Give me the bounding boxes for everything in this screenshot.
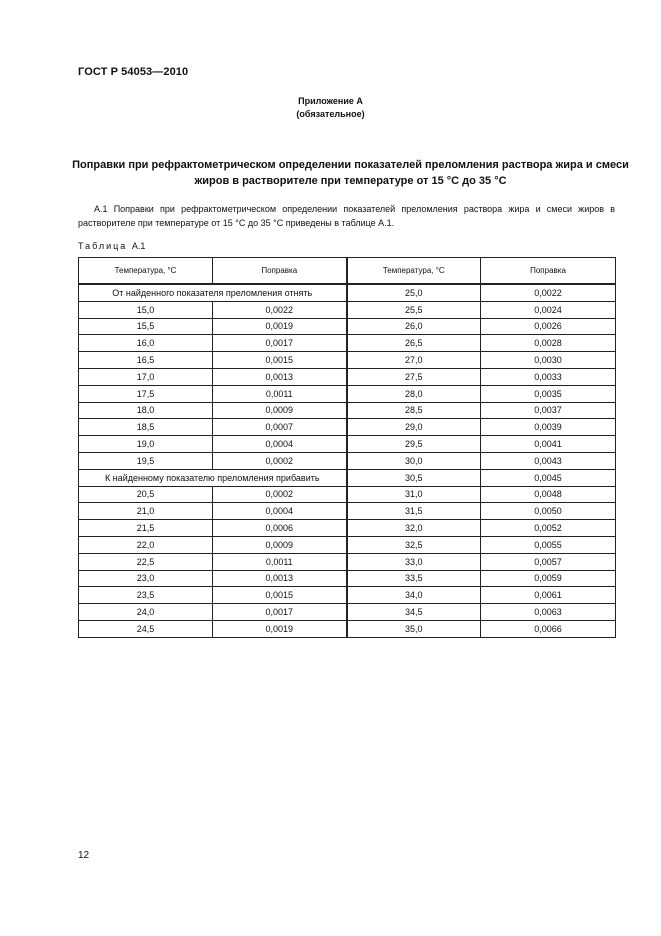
table-row <box>79 570 616 587</box>
table-row <box>79 469 616 486</box>
table-row <box>79 402 616 419</box>
temperature-cell: 24,5 <box>79 620 213 637</box>
table-row <box>79 318 616 335</box>
temperature-cell: 28,0 <box>347 385 481 402</box>
temperature-cell: 26,0 <box>347 318 481 335</box>
temperature-cell: 27,0 <box>347 352 481 369</box>
temperature-cell: 17,0 <box>79 368 213 385</box>
correction-cell: 0,0057 <box>481 553 616 570</box>
correction-cell: 0,0039 <box>481 419 616 436</box>
correction-cell: 0,0059 <box>481 570 616 587</box>
temperature-cell: 16,5 <box>79 352 213 369</box>
table-row <box>79 553 616 570</box>
table-row <box>79 486 616 503</box>
header-correction-left: Поправка <box>213 258 347 285</box>
correction-cell: 0,0033 <box>481 368 616 385</box>
temperature-cell: 26,5 <box>347 335 481 352</box>
appendix-title: Поправки при рефрактометрическом определении показателей преломления раствора жира и смеси жиров в растворителе при температуре от 15 °С до 35 °С <box>72 159 629 187</box>
correction-cell: 0,0052 <box>481 520 616 537</box>
temperature-cell: 33,0 <box>347 553 481 570</box>
note-subtract-cell: От найденного показателя преломления отнять <box>79 284 347 301</box>
corrections-table <box>78 257 616 638</box>
table-row <box>79 452 616 469</box>
table-label-number: А.1 <box>131 241 146 251</box>
table-row <box>79 536 616 553</box>
correction-cell: 0,0028 <box>481 335 616 352</box>
correction-cell: 0,0009 <box>213 536 347 553</box>
table-row <box>79 604 616 621</box>
correction-cell: 0,0013 <box>213 570 347 587</box>
correction-cell: 0,0009 <box>213 402 347 419</box>
temperature-cell: 33,5 <box>347 570 481 587</box>
temperature-cell: 25,5 <box>347 301 481 318</box>
correction-cell: 0,0026 <box>481 318 616 335</box>
note-add-cell: К найденному показателю преломления прибавить <box>79 469 347 486</box>
correction-cell: 0,0002 <box>213 452 347 469</box>
temperature-cell: 19,0 <box>79 436 213 453</box>
temperature-cell: 24,0 <box>79 604 213 621</box>
correction-cell: 0,0019 <box>213 318 347 335</box>
appendix-label: Приложение А <box>298 96 363 106</box>
correction-cell: 0,0035 <box>481 385 616 402</box>
correction-cell: 0,0037 <box>481 402 616 419</box>
temperature-cell: 19,5 <box>79 452 213 469</box>
correction-cell: 0,0061 <box>481 587 616 604</box>
table-row <box>79 385 616 402</box>
temperature-cell: 16,0 <box>79 335 213 352</box>
correction-cell: 0,0030 <box>481 352 616 369</box>
temperature-cell: 25,0 <box>347 284 481 301</box>
temperature-cell: 21,0 <box>79 503 213 520</box>
temperature-cell: 15,0 <box>79 301 213 318</box>
correction-cell: 0,0006 <box>213 520 347 537</box>
temperature-cell: 18,0 <box>79 402 213 419</box>
table-label-word: Таблица <box>78 241 128 251</box>
temperature-cell: 31,0 <box>347 486 481 503</box>
correction-cell: 0,0043 <box>481 452 616 469</box>
temperature-cell: 21,5 <box>79 520 213 537</box>
temperature-cell: 23,5 <box>79 587 213 604</box>
temperature-cell: 28,5 <box>347 402 481 419</box>
correction-cell: 0,0022 <box>481 284 616 301</box>
table-row <box>79 284 616 301</box>
page-number: 12 <box>78 850 90 861</box>
temperature-cell: 22,5 <box>79 553 213 570</box>
correction-cell: 0,0019 <box>213 620 347 637</box>
temperature-cell: 15,5 <box>79 318 213 335</box>
correction-cell: 0,0041 <box>481 436 616 453</box>
correction-cell: 0,0011 <box>213 385 347 402</box>
table-row <box>79 419 616 436</box>
table-row <box>79 587 616 604</box>
table-label <box>78 241 145 251</box>
correction-cell: 0,0007 <box>213 419 347 436</box>
table-row <box>79 352 616 369</box>
correction-cell: 0,0004 <box>213 503 347 520</box>
table-row <box>79 436 616 453</box>
correction-cell: 0,0013 <box>213 368 347 385</box>
temperature-cell: 31,5 <box>347 503 481 520</box>
temperature-cell: 27,5 <box>347 368 481 385</box>
correction-cell: 0,0048 <box>481 486 616 503</box>
temperature-cell: 35,0 <box>347 620 481 637</box>
table-row <box>79 620 616 637</box>
correction-cell: 0,0004 <box>213 436 347 453</box>
header-correction-right: Поправка <box>481 258 616 285</box>
temperature-cell: 30,0 <box>347 452 481 469</box>
standard-number: ГОСТ Р 54053—2010 <box>78 66 189 78</box>
correction-cell: 0,0015 <box>213 587 347 604</box>
header-temperature-right: Температура, °С <box>347 258 481 285</box>
temperature-cell: 34,5 <box>347 604 481 621</box>
temperature-cell: 29,0 <box>347 419 481 436</box>
correction-cell: 0,0050 <box>481 503 616 520</box>
table-row <box>79 301 616 318</box>
correction-cell: 0,0017 <box>213 604 347 621</box>
correction-cell: 0,0055 <box>481 536 616 553</box>
paragraph-a1: А.1 Поправки при рефрактометрическом определении показателей преломления раствора жира и смеси жиров в растворителе при температуре от 15 °С до 35 °С приведены в таблице А.1. <box>78 204 615 228</box>
appendix-status: (обязательное) <box>296 109 365 119</box>
table-row <box>79 335 616 352</box>
temperature-cell: 34,0 <box>347 587 481 604</box>
temperature-cell: 22,0 <box>79 536 213 553</box>
temperature-cell: 18,5 <box>79 419 213 436</box>
temperature-cell: 20,5 <box>79 486 213 503</box>
temperature-cell: 17,5 <box>79 385 213 402</box>
correction-cell: 0,0024 <box>481 301 616 318</box>
temperature-cell: 23,0 <box>79 570 213 587</box>
temperature-cell: 29,5 <box>347 436 481 453</box>
header-temperature-left: Температура, °С <box>79 258 213 285</box>
correction-cell: 0,0017 <box>213 335 347 352</box>
correction-cell: 0,0002 <box>213 486 347 503</box>
correction-cell: 0,0022 <box>213 301 347 318</box>
correction-cell: 0,0015 <box>213 352 347 369</box>
temperature-cell: 30,5 <box>347 469 481 486</box>
correction-cell: 0,0011 <box>213 553 347 570</box>
temperature-cell: 32,5 <box>347 536 481 553</box>
table-row <box>79 503 616 520</box>
temperature-cell: 32,0 <box>347 520 481 537</box>
table-row <box>79 520 616 537</box>
table-row <box>79 368 616 385</box>
table-header-row <box>79 258 616 285</box>
correction-cell: 0,0045 <box>481 469 616 486</box>
correction-cell: 0,0066 <box>481 620 616 637</box>
table-body <box>79 284 616 637</box>
correction-cell: 0,0063 <box>481 604 616 621</box>
